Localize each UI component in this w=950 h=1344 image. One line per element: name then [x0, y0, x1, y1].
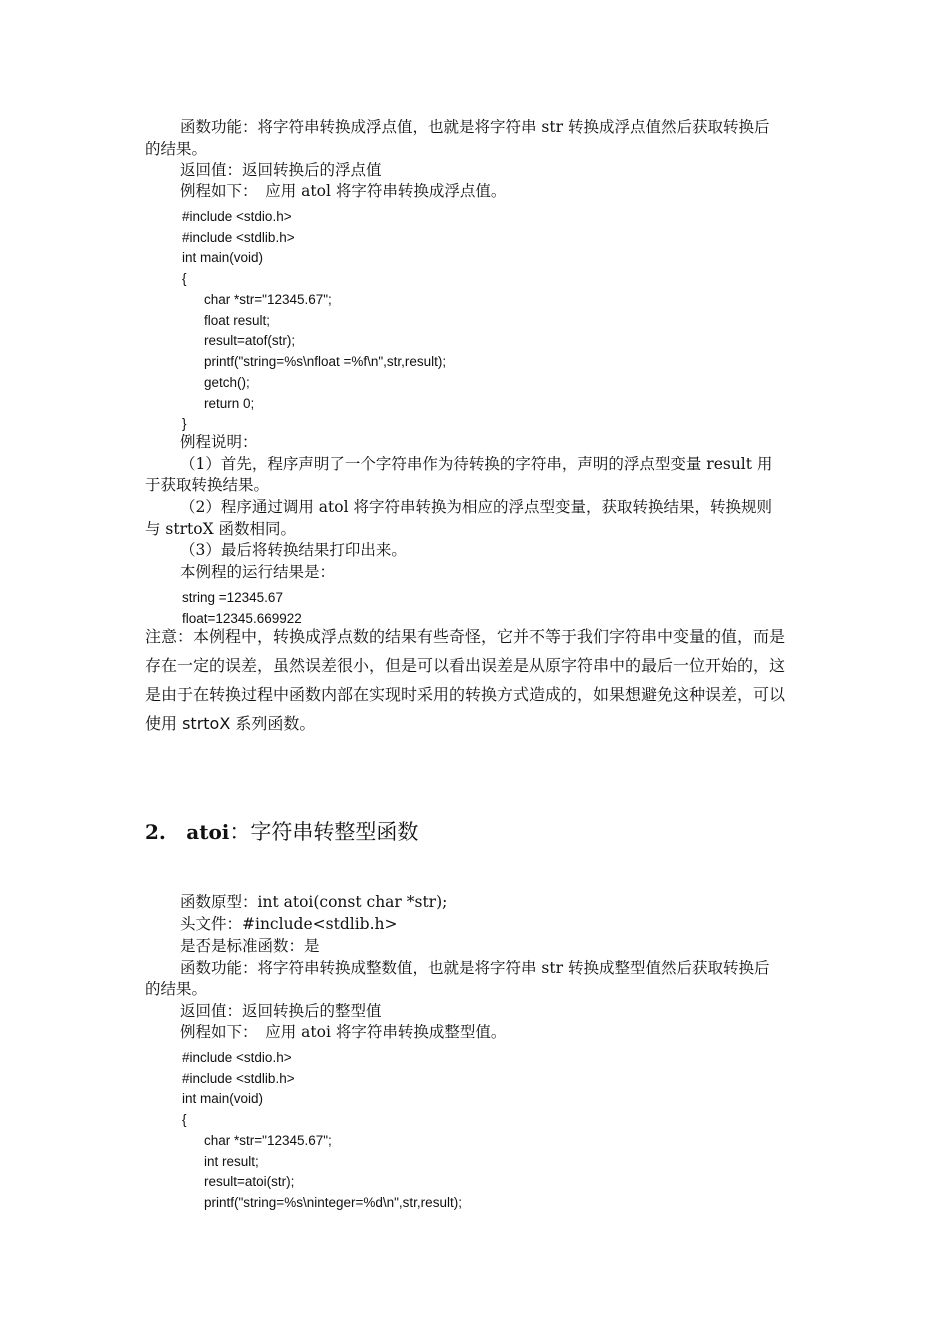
code-line: #include <stdlib.h> — [182, 1071, 295, 1086]
header-file-text: 头文件：#include<stdlib.h> — [180, 915, 398, 933]
code-line: #include <stdio.h> — [182, 209, 292, 224]
explanation-step2-line1: （2）程序通过调用 atol 将字符串转换为相应的浮点型变量，获取转换结果，转换规则 — [180, 498, 772, 516]
explanation-step2-line2: 与 strtoX 函数相同。 — [145, 520, 297, 538]
function-description-line1: 函数功能：将字符串转换成整数值，也就是将字符串 str 转换成整型值然后获取转换后 — [180, 959, 770, 977]
code-line: int result; — [204, 1154, 259, 1169]
section-number: 2. — [145, 820, 166, 844]
code-line: { — [182, 271, 187, 286]
is-standard-text: 是否是标准函数：是 — [180, 937, 320, 955]
function-description-line1: 函数功能：将字符串转换成浮点值，也就是将字符串 str 转换成浮点值然后获取转换后 — [180, 118, 770, 136]
code-line: result=atoi(str); — [204, 1174, 295, 1189]
code-line: printf("string=%s\ninteger=%d\n",str,result); — [204, 1195, 462, 1210]
code-line: printf("string=%s\nfloat =%f\n",str,result); — [204, 354, 447, 369]
function-description-line2: 的结果。 — [145, 140, 208, 158]
return-value-text: 返回值：返回转换后的整型值 — [180, 1002, 382, 1020]
note-line: 是由于在转换过程中函数内部在实现时采用的转换方式造成的，如果想避免这种误差，可以 — [145, 685, 786, 704]
note-paragraph — [145, 622, 815, 738]
code-line: return 0; — [204, 396, 255, 411]
code-line: { — [182, 1112, 187, 1127]
code-line: char *str="12345.67"; — [204, 292, 332, 307]
code-line: int main(void) — [182, 1091, 264, 1106]
code-line: #include <stdlib.h> — [182, 230, 295, 245]
note-line: 注意：本例程中，转换成浮点数的结果有些奇怪，它并不等于我们字符串中变量的值，而是 — [145, 627, 786, 646]
section-title-text: ：字符串转整型函数 — [229, 820, 419, 844]
explanation-step1-line2: 于获取转换结果。 — [145, 476, 270, 494]
explanation-title: 例程说明： — [180, 433, 258, 451]
prototype-text: 函数原型：int atoi(const char *str); — [180, 893, 448, 911]
function-description-line2: 的结果。 — [145, 980, 208, 998]
code-line: char *str="12345.67"; — [204, 1133, 332, 1148]
explanation-step3: （3）最后将转换结果打印出来。 — [180, 541, 407, 559]
code-line: result=atof(str); — [204, 333, 296, 348]
example-intro-text: 例程如下： 应用 atol 将字符串转换成浮点值。 — [180, 182, 507, 200]
code-line: } — [182, 416, 187, 431]
output-line: float=12345.669922 — [182, 611, 302, 626]
example-intro-text: 例程如下： 应用 atoi 将字符串转换成整型值。 — [180, 1023, 507, 1041]
note-line: 存在一定的误差，虽然误差很小，但是可以看出误差是从原字符串中的最后一位开始的，这 — [145, 656, 786, 675]
note-line: 使用 strtoX 系列函数。 — [145, 714, 316, 733]
output-line: string =12345.67 — [182, 590, 283, 605]
result-title: 本例程的运行结果是： — [180, 563, 336, 581]
code-line: #include <stdio.h> — [182, 1050, 292, 1065]
code-line: float result; — [204, 313, 271, 328]
section-heading — [145, 816, 418, 846]
code-line: int main(void) — [182, 250, 264, 265]
code-line: getch(); — [204, 375, 250, 390]
explanation-step1-line1: （1）首先，程序声明了一个字符串作为待转换的字符串，声明的浮点型变量 result 用 — [180, 455, 773, 473]
section-function-name: atoi — [186, 820, 230, 844]
return-value-text: 返回值：返回转换后的浮点值 — [180, 161, 382, 179]
